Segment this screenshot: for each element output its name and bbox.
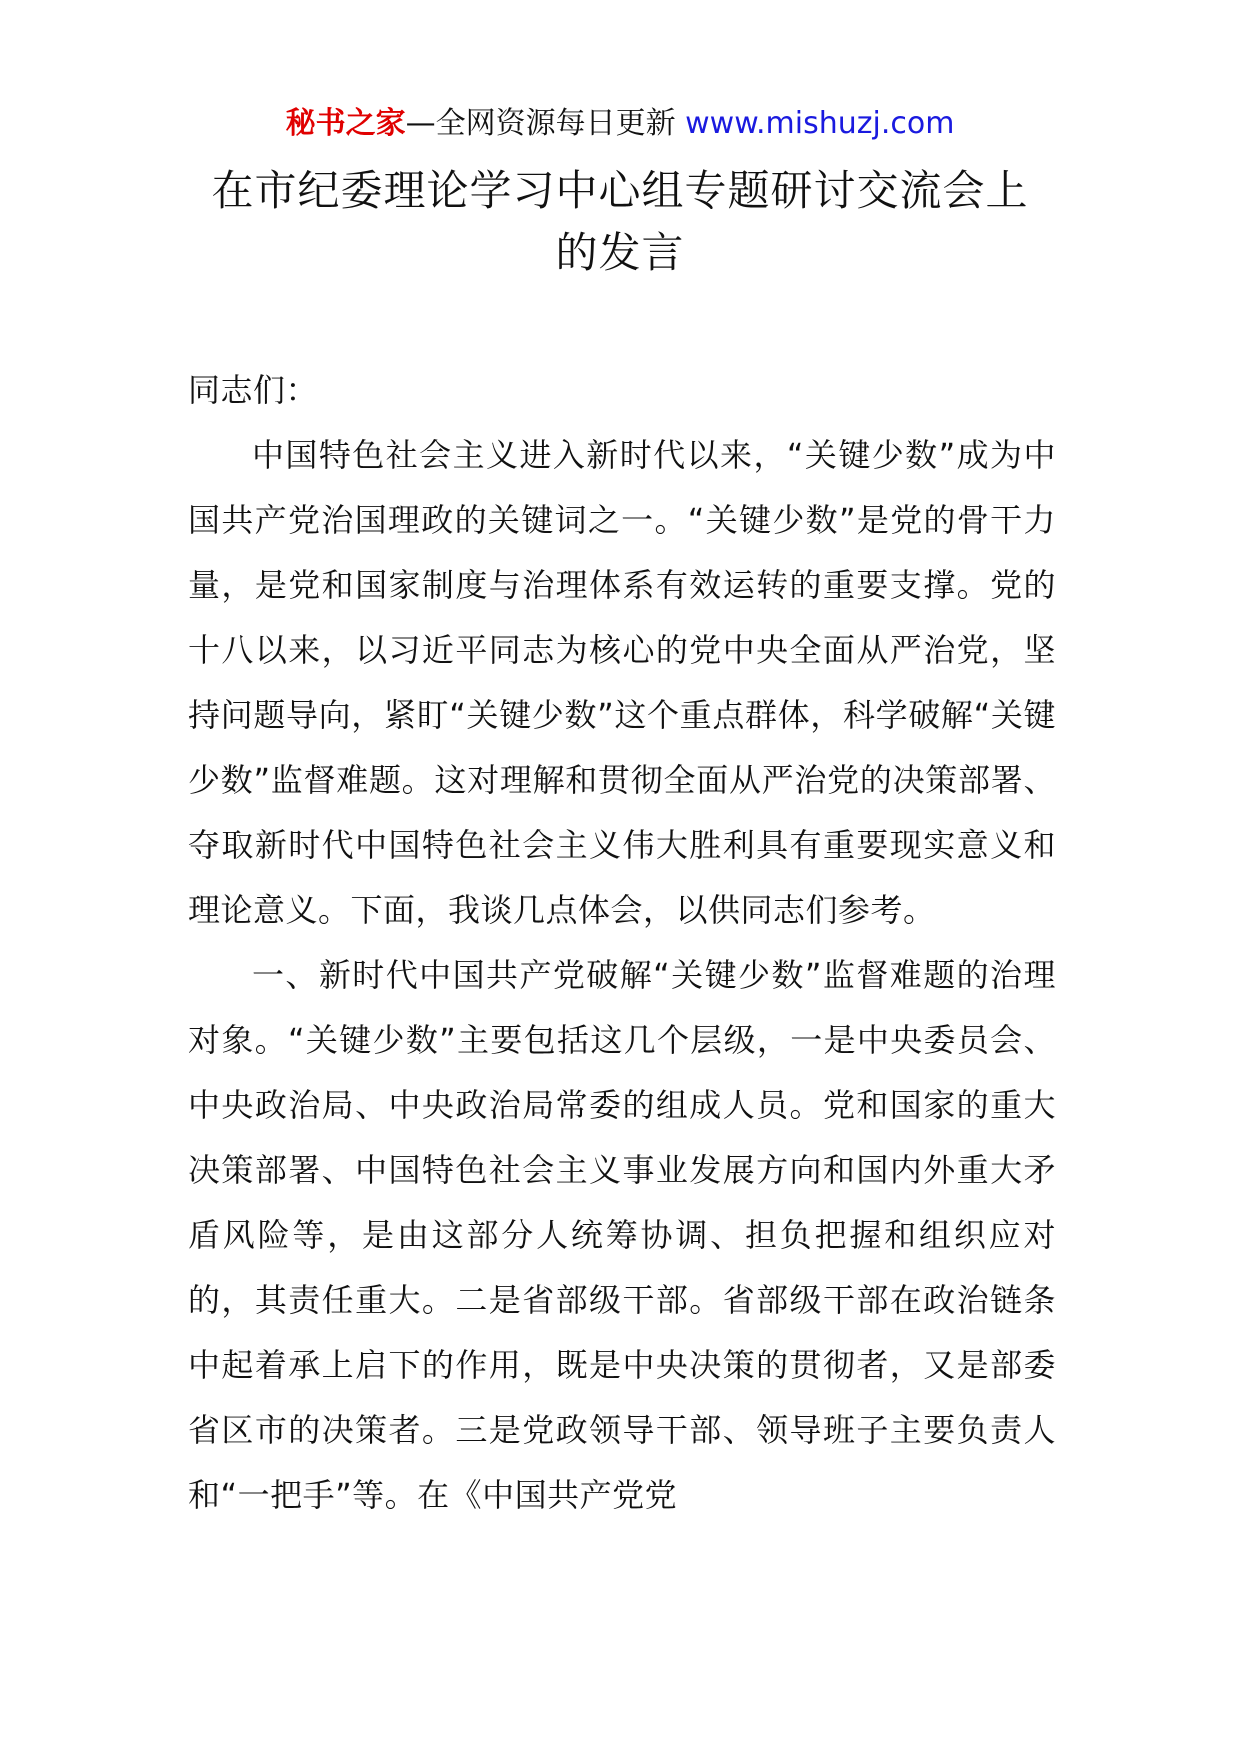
watermark-header <box>0 102 1240 146</box>
brand-name: 秘书之家 <box>285 106 406 141</box>
document-title: 在市纪委理论学习中心组专题研讨交流会上的发言 <box>211 166 1029 277</box>
paragraph-section-one: 一、新时代中国共产党破解“关键少数”监督难题的治理对象。“关键少数”主要包括这几个层级，一是中央委员会、中央政治局、中央政治局常委的组成人员。党和国家的重大决策部署、中国特色社会主义事业发展方向和国内外重大矛盾风险等，是由这部分人统筹协调、担负把握和组织应对的，其责任重大。二是省部级干部。省部级干部在政治链条中起着承上启下的作用，既是中央决策的贯彻者，又是部委省区市的决策者。三是党政领导干部、领导班子主要负责人和“一把手”等。在《中国共产党党 <box>188 956 1056 1514</box>
document-body <box>188 358 1056 1528</box>
salutation: 同志们： <box>188 371 319 409</box>
site-url-link[interactable]: www.mishuzj.com <box>685 106 955 141</box>
header-tagline: —全网资源每日更新 <box>405 106 686 141</box>
paragraph-intro: 中国特色社会主义进入新时代以来，“关键少数”成为中国共产党治国理政的关键词之一。“关键少数”是党的骨干力量，是党和国家制度与治理体系有效运转的重要支撑。党的十八以来，以习近平同志为核心的党中央全面从严治党，坚持问题导向，紧盯“关键少数”这个重点群体，科学破解“关键少数”监督难题。这对理解和贯彻全面从严治党的决策部署、夺取新时代中国特色社会主义伟大胜利具有重要现实意义和理论意义。下面，我谈几点体会，以供同志们参考。 <box>188 436 1056 929</box>
